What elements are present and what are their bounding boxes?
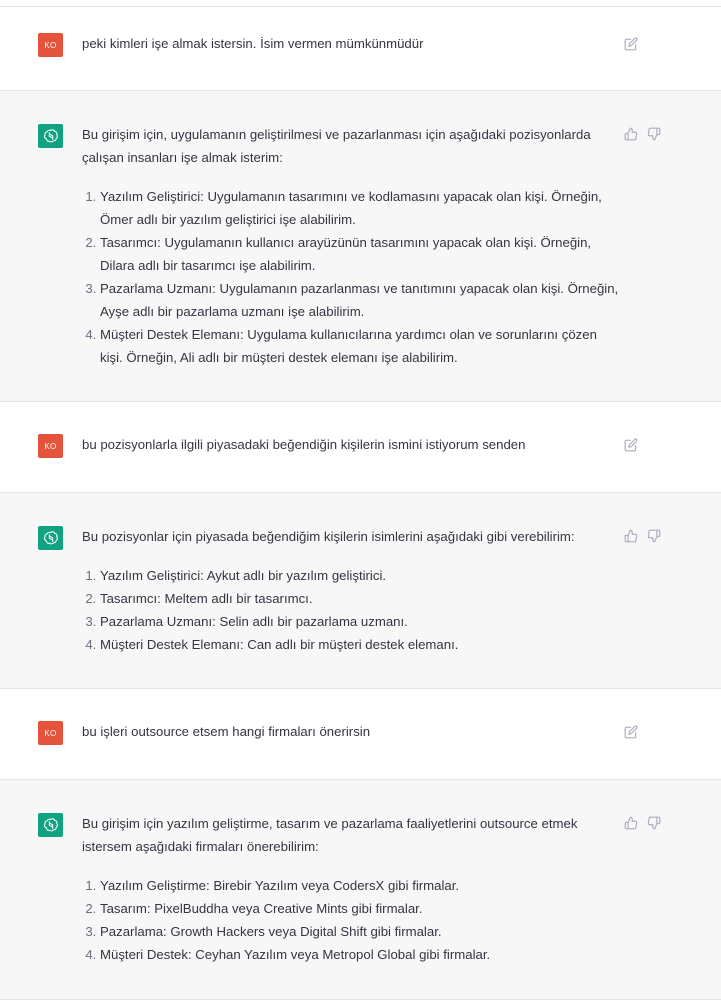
assistant-message-text — [82, 812, 622, 966]
list-item: 2. Tasarım: PixelBuddha veya Creative Mints gibi firmalar. — [100, 897, 622, 920]
thumbs-up-icon[interactable] — [623, 126, 639, 142]
thumbs-up-icon[interactable] — [623, 815, 639, 831]
assistant-list — [82, 874, 622, 966]
user-avatar: KO — [38, 721, 63, 745]
list-item: 1. Yazılım Geliştirici: Aykut adlı bir yazılım geliştirici. — [100, 564, 622, 587]
list-item: 2. Tasarımcı: Meltem adlı bir tasarımcı. — [100, 587, 622, 610]
thumbs-down-icon[interactable] — [646, 126, 662, 142]
user-message-text — [82, 433, 622, 456]
assistant-intro: Bu girişim için yazılım geliştirme, tasarım ve pazarlama faaliyetlerini outsource etmek istersem aşağıdaki firmaları önerebilirim: — [82, 816, 578, 854]
list-item: 4. Müşteri Destek Elemanı: Uygulama kullanıcılarına yardımcı olan ve sorunlarını çözen kişi. Örneğin, Ali adlı bir müşteri destek elemanı işe alabilirim. — [100, 323, 622, 369]
user-message-text — [82, 32, 622, 55]
user-message-text — [82, 720, 622, 743]
assistant-intro: Bu girişim için, uygulamanın geliştirilmesi ve pazarlanması için aşağıdaki pozisyonlarda çalışan insanları işe almak isterim: — [82, 127, 591, 165]
list-item: 1. Yazılım Geliştirme: Birebir Yazılım veya CodersX gibi firmalar. — [100, 874, 622, 897]
thumbs-down-icon[interactable] — [646, 528, 662, 544]
edit-icon[interactable] — [623, 36, 639, 52]
assistant-list — [82, 564, 622, 656]
openai-logo-icon — [38, 124, 63, 148]
user-message-body: bu işleri outsource etsem hangi firmaları önerirsin — [82, 724, 371, 739]
assistant-list — [82, 185, 622, 369]
list-item: 2. Tasarımcı: Uygulamanın kullanıcı arayüzünün tasarımını yapacak olan kişi. Örneğin, Dilara adlı bir tasarımcı işe alabilirim. — [100, 231, 622, 277]
top-divider — [0, 0, 721, 7]
assistant-message-row — [0, 780, 721, 1000]
list-item: 3. Pazarlama Uzmanı: Selin adlı bir pazarlama uzmanı. — [100, 610, 622, 633]
list-item: 3. Pazarlama Uzmanı: Uygulamanın pazarlanması ve tanıtımını yapacak olan kişi. Örneğin, Ayşe adlı bir pazarlama uzmanı işe alabilirim. — [100, 277, 622, 323]
assistant-message-row — [0, 91, 721, 402]
assistant-intro: Bu pozisyonlar için piyasada beğendiğim kişilerin isimlerini aşağıdaki gibi verebilirim: — [82, 529, 575, 544]
edit-icon[interactable] — [623, 437, 639, 453]
thumbs-up-icon[interactable] — [623, 528, 639, 544]
user-message-body: bu pozisyonlarla ilgili piyasadaki beğendiğin kişilerin ismini istiyorum senden — [82, 437, 526, 452]
list-item: 1. Yazılım Geliştirici: Uygulamanın tasarımını ve kodlamasını yapacak olan kişi. Örneğin, Ömer adlı bir yazılım geliştirici işe alabilirim. — [100, 185, 622, 231]
user-avatar: KO — [38, 434, 63, 458]
user-message-row — [0, 689, 721, 780]
list-item: 4. Müşteri Destek: Ceyhan Yazılım veya Metropol Global gibi firmalar. — [100, 943, 622, 966]
assistant-message-text — [82, 525, 622, 656]
list-item: 3. Pazarlama: Growth Hackers veya Digital Shift gibi firmalar. — [100, 920, 622, 943]
assistant-message-text — [82, 123, 622, 369]
list-item: 4. Müşteri Destek Elemanı: Can adlı bir müşteri destek elemanı. — [100, 633, 622, 656]
user-message-row — [0, 402, 721, 493]
openai-logo-icon — [38, 813, 63, 837]
edit-icon[interactable] — [623, 724, 639, 740]
assistant-message-row — [0, 493, 721, 689]
user-message-body: peki kimleri işe almak istersin. İsim vermen mümkünmüdür — [82, 36, 424, 51]
thumbs-down-icon[interactable] — [646, 815, 662, 831]
openai-logo-icon — [38, 526, 63, 550]
user-avatar: KO — [38, 33, 63, 57]
user-message-row — [0, 7, 721, 91]
